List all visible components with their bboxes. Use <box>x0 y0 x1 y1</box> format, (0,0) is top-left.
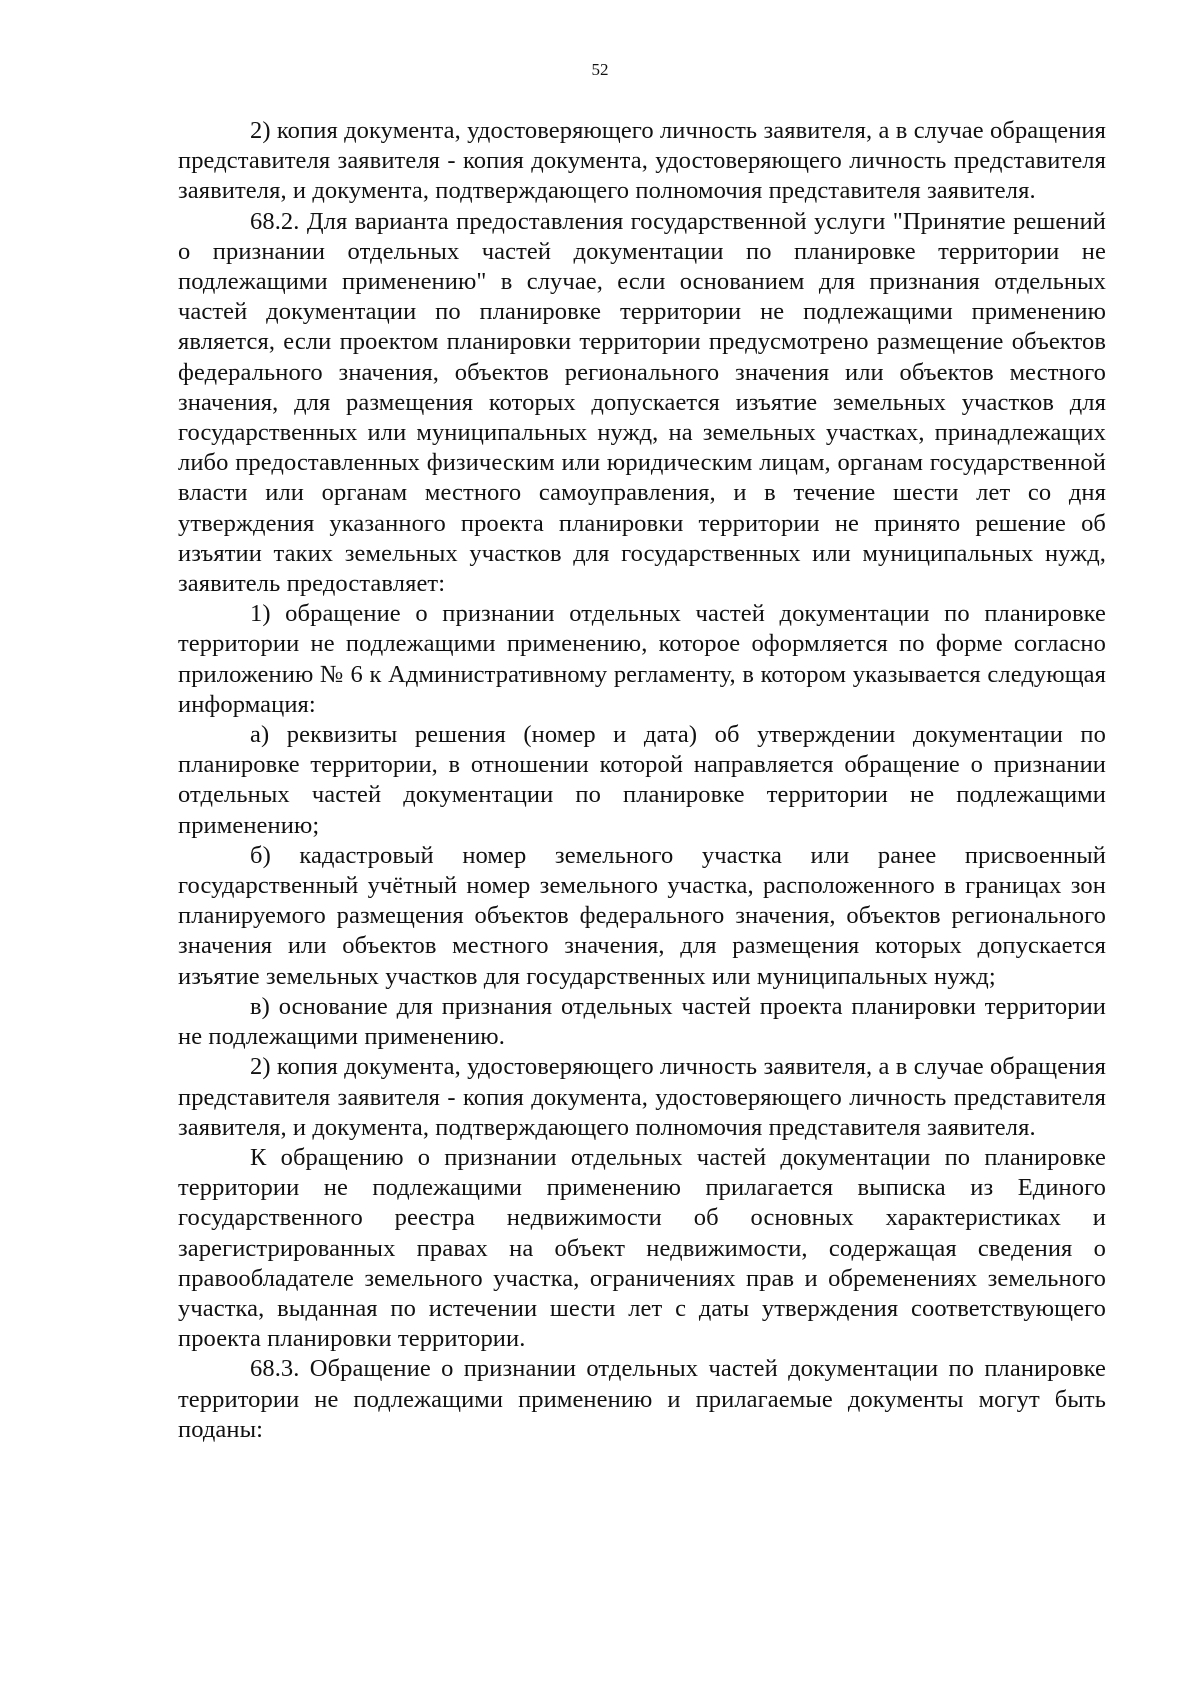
paragraph-68-3: 68.3. Обращение о признании отдельных частей документации по планировке территории не подлежащими применению и прилагаемые документы могут быть поданы: <box>178 1355 1106 1443</box>
paragraph-68-2: 68.2. Для варианта предоставления государственной услуги "Принятие решений о признании отдельных частей документации по планировке территории не подлежащими применению" в случае, если основанием для признания отдельных частей документации по планировке территории не подлежащими применению является, если проектом планировки территории предусмотрено размещение объектов федерального значения, объектов регионального значения или объектов местного значения, для размещения которых допускается изъятие земельных участков для государственных или муниципальных нужд, на земельных участках, принадлежащих либо предоставленных физическим или юридическим лицам, органам государственной власти или органам местного самоуправления, и в течение шести лет со дня утверждения указанного проекта планировки территории не принято решение об изъятии таких земельных участков для государственных или муниципальных нужд, заявитель предоставляет: <box>178 207 1106 598</box>
paragraph-subitem-a: а) реквизиты решения (номер и дата) об утверждении документации по планировке территории, в отношении которой направляется обращение о признании отдельных частей документации по планировке территории не подлежащими применению; <box>178 721 1106 839</box>
paragraph-item-2-copy-identity-document-repeat: 2) копия документа, удостоверяющего личность заявителя, а в случае обращения представителя заявителя - копия документа, удостоверяющего личность представителя заявителя, и документа, подтверждающего полномочия представителя заявителя. <box>178 1053 1106 1141</box>
paragraph-subitem-b: б) кадастровый номер земельного участка или ранее присвоенный государственный учётный номер земельного участка, расположенного в границах зон планируемого размещения объектов федерального значения, объектов регионального значения или объектов местного значения, для размещения которых допускается изъятие земельных участков для государственных или муниципальных нужд; <box>178 841 1106 990</box>
document-body <box>178 116 1106 1445</box>
paragraph-subitem-v: в) основание для признания отдельных частей проекта планировки территории не подлежащими применению. <box>178 992 1106 1051</box>
paragraph-attachment-egrn-extract: К обращению о признании отдельных частей документации по планировке территории не подлежащими применению прилагается выписка из Единого государственного реестра недвижимости об основных характеристиках и зарегистрированных правах на объект недвижимости, содержащая сведения о правообладателе земельного участка, ограничениях прав и обременениях земельного участка, выданная по истечении шести лет с даты утверждения соответствующего проекта планировки территории. <box>178 1143 1106 1353</box>
page-number: 52 <box>591 60 609 79</box>
paragraph-item-1-application: 1) обращение о признании отдельных частей документации по планировке территории не подлежащими применению, которое оформляется по форме согласно приложению № 6 к Административному регламенту, в котором указывается следующая информация: <box>178 600 1106 718</box>
paragraph-item-2-copy-identity-document: 2) копия документа, удостоверяющего личность заявителя, а в случае обращения представителя заявителя - копия документа, удостоверяющего личность представителя заявителя, и документа, подтверждающего полномочия представителя заявителя. <box>178 117 1106 205</box>
